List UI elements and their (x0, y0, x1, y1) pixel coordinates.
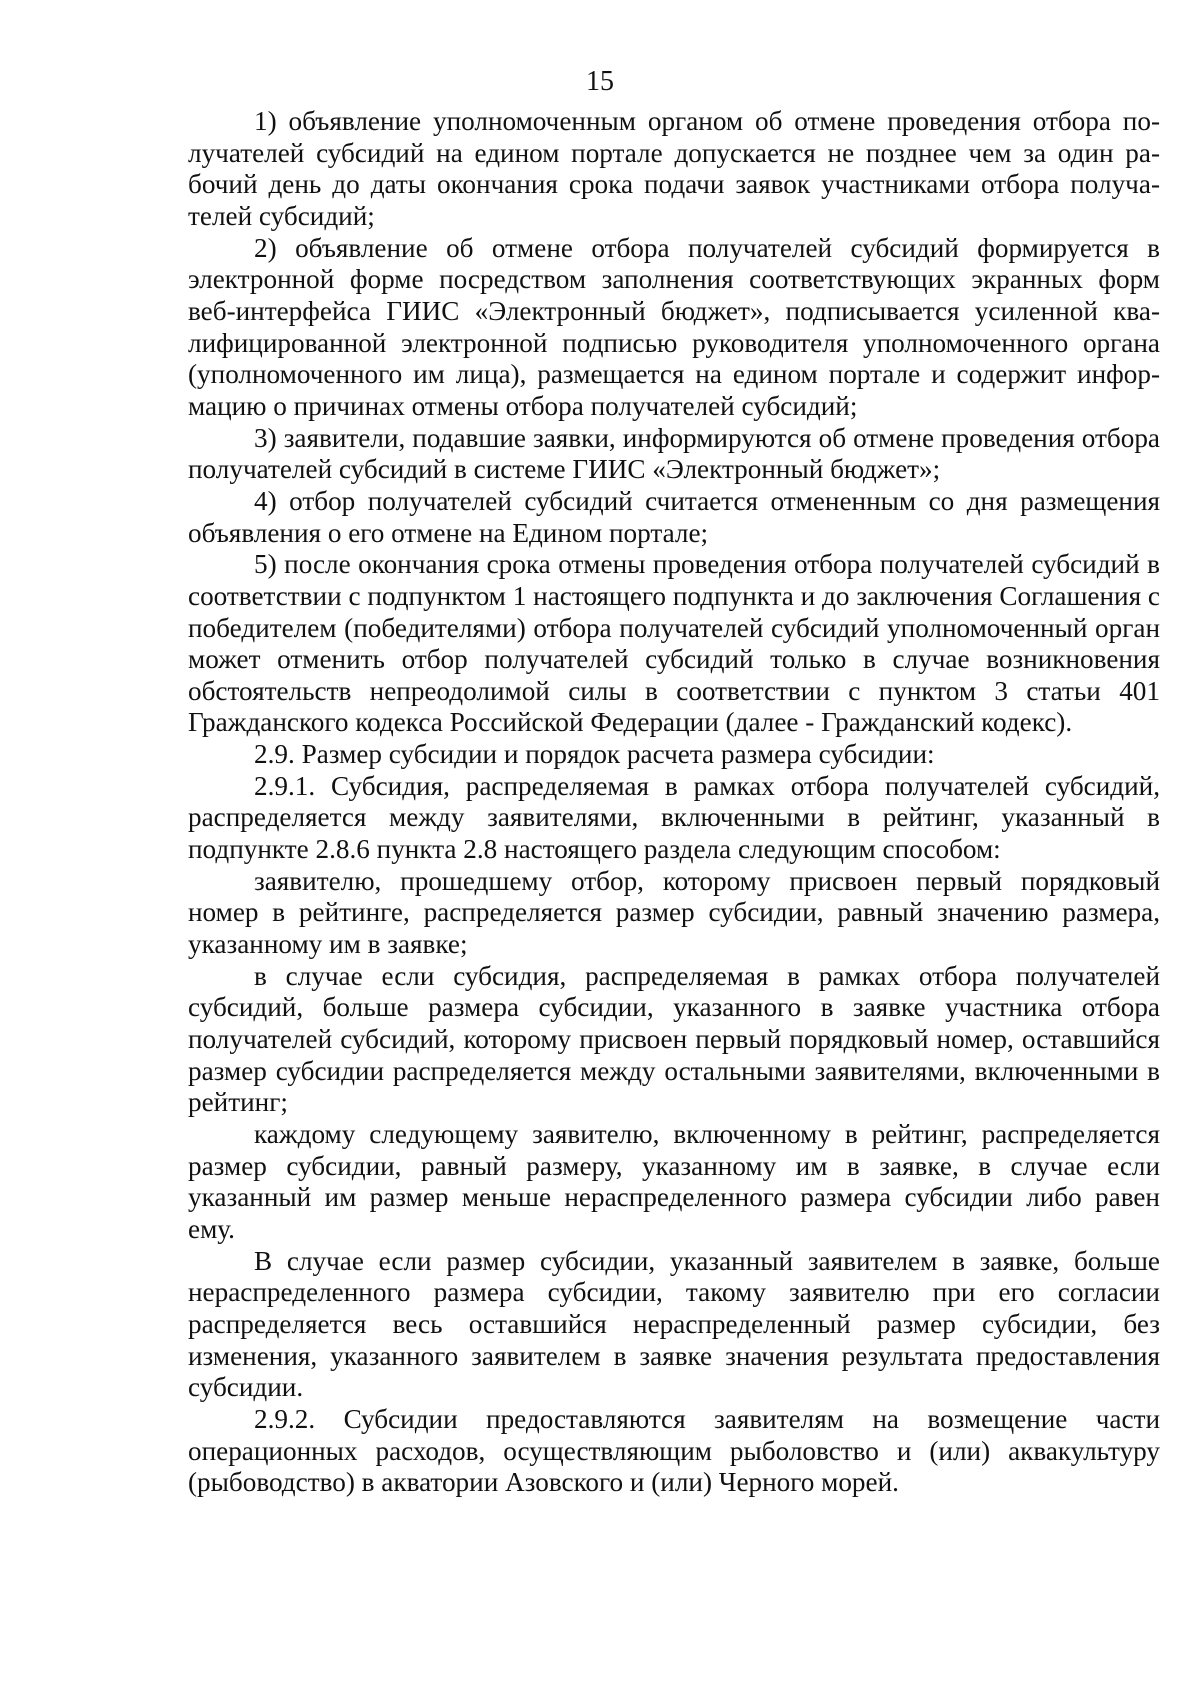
document-body (188, 106, 1160, 1499)
clause-insufficient-remaining: В случае если размер субсидии, указанный заявителем в заявке, больше нераспределенного размера субсидии, такому заявителю при его согласии распределяется весь оставшийся нераспределенный размер субсидии, без изменения, указанного заявителем в заявке значения результата предоставления субсидии. (188, 1245, 1160, 1403)
clause-first-rank-applicant: заявителю, прошедшему отбор, которому присвоен первый порядковый номер в рейтинге, распределяется размер субсидии, равный значению размера, указанному им в заявке; (188, 865, 1160, 960)
paragraph-5-force-majeure: 5) после окончания срока отмены проведения отбора получателей субсидий в соответствии с подпунктом 1 настоящего подпункта и до заключения Соглашения с победителем (победителями) отбора получателей субсидий уполномоченный орган может отменить отбор получателей субсидий только в случае возникновения обстоятельств непреодолимой силы в соответствии с пунктом 3 статьи 401 Гражданского кодекса Российской Федерации (далее - Гражданский кодекс). (188, 549, 1160, 738)
clause-remaining-distribution: в случае если субсидия, распределяемая в рамках отбора получателей субсидий, больше размера субсидии, указанного в заявке участника отбора получателей субсидий, которому присвоен первый порядковый номер, оставшийся размер субсидии распределяется между остальными заявителями, включенными в рейтинг; (188, 960, 1160, 1118)
paragraph-2-cancel-form: 2) объявление об отмене отбора получателей субсидий формируется в электронной форме посредством заполнения соответствующих экранных форм веб-интерфейса ГИИС «Электронный бюджет», подписывается усиленной квалифицированной электронной подписью руководителя уполномоченного органа (уполномоченного им лица), размещается на едином портале и содержит информацию о причинах отмены отбора получателей субсидий; (188, 232, 1160, 421)
clause-next-applicant: каждому следующему заявителю, включенному в рейтинг, распределяется размер субсидии, равный размеру, указанному им в заявке, в случае если указанный им размер меньше нераспределенного размера субсидии либо равен ему. (188, 1119, 1160, 1244)
paragraph-3-applicants-informed: 3) заявители, подавшие заявки, информируются об отмене проведения отбора получателей субсидий в системе ГИИС «Электронный бюджет»; (188, 422, 1160, 485)
clause-2-9-2: 2.9.2. Субсидии предоставляются заявителям на возмещение части операционных расходов, осуществляющим рыболовство и (или) аквакультуру (рыбоводство) в акватории Азовского и (или) Черного морей. (188, 1403, 1160, 1498)
section-2-9-heading: 2.9. Размер субсидии и порядок расчета размера субсидии: (254, 739, 935, 770)
paragraph-4-cancel-effective: 4) отбор получателей субсидий считается отмененным со дня размещения объявления о его отмене на Едином портале; (188, 485, 1160, 548)
paragraph-1-cancel-announcement: 1) объявление уполномоченным органом об отмене проведения отбора получателей субсидий на едином портале допускается не позднее чем за один рабочий день до даты окончания срока подачи заявок участниками отбора получателей субсидий; (188, 106, 1160, 231)
clause-2-9-1: 2.9.1. Субсидия, распределяемая в рамках отбора получателей субсидий, распределяется между заявителями, включенными в рейтинг, указанный в подпункте 2.8.6 пункта 2.8 настоящего раздела следующим способом: (188, 770, 1160, 865)
page-number: 15 (586, 66, 614, 97)
